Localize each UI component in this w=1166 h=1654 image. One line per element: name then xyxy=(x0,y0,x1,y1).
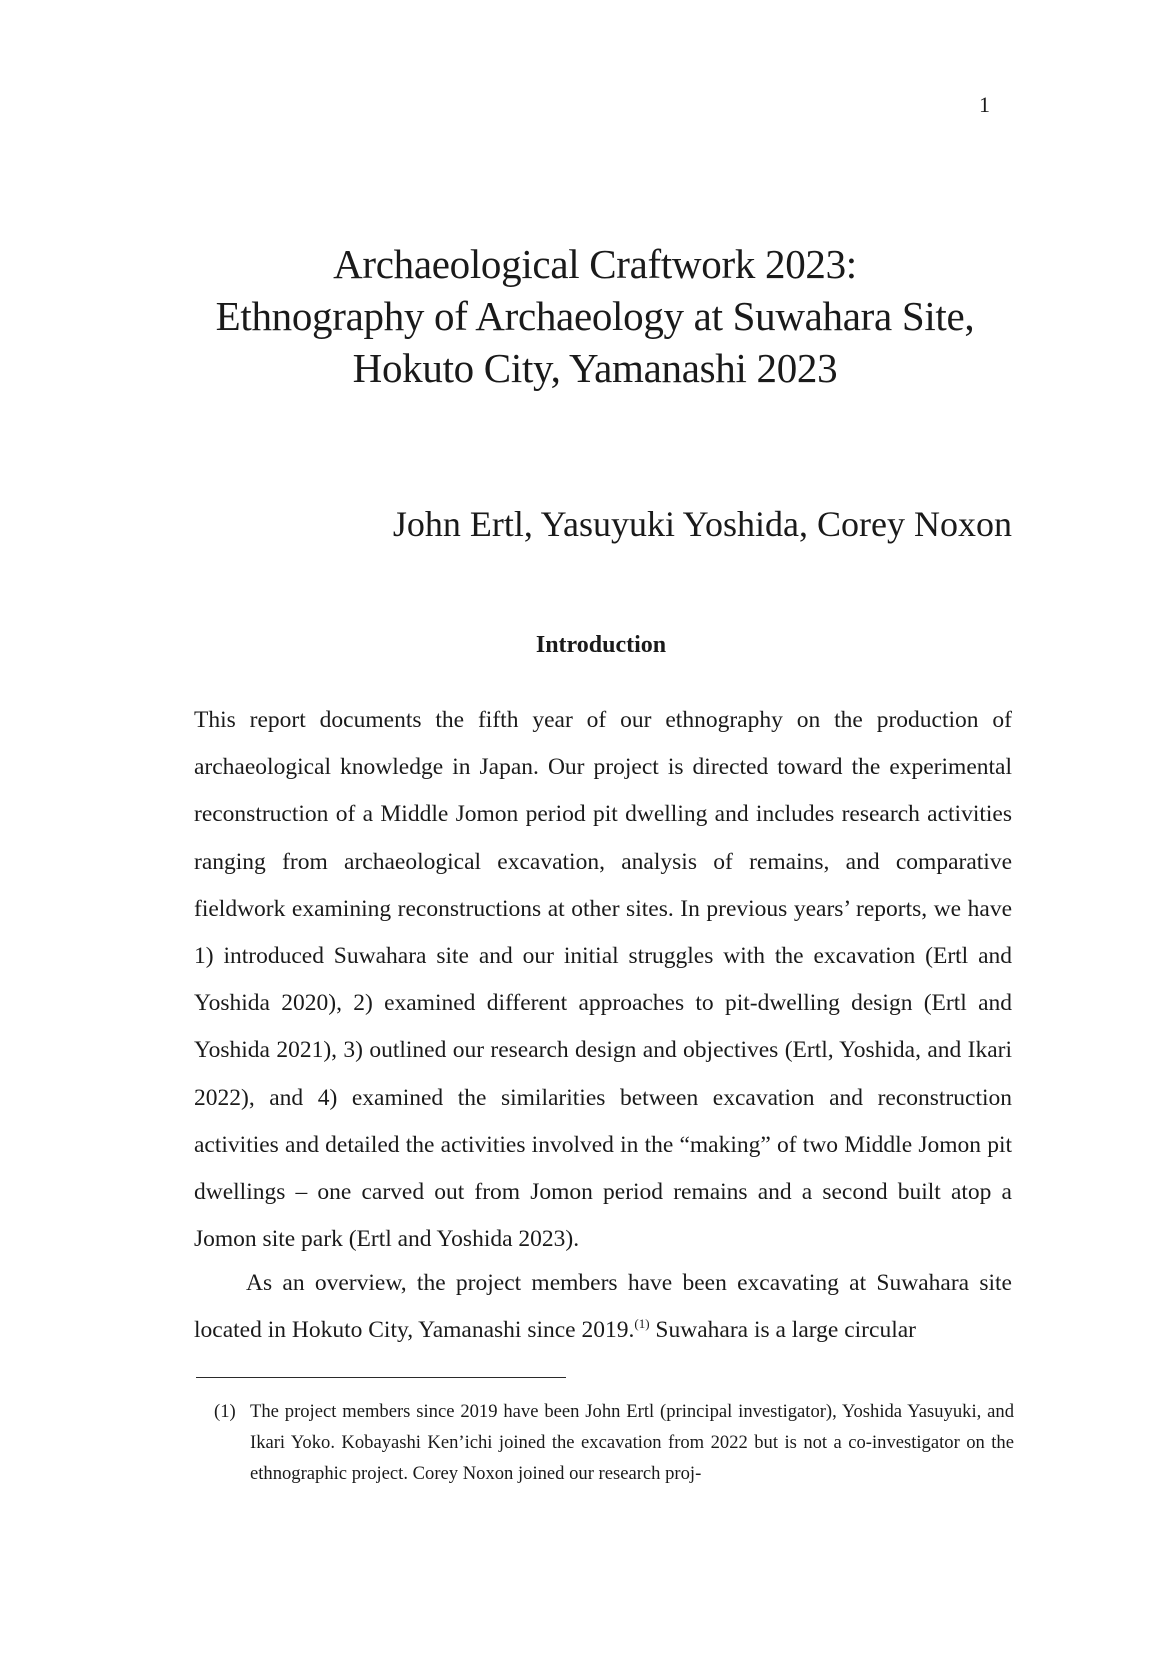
article-title xyxy=(160,238,1030,394)
title-line-3: Hokuto City, Yamanashi 2023 xyxy=(352,345,838,391)
paragraph-2 xyxy=(194,1260,1012,1354)
paragraph-2-text: As an overview, the project members have been excavating at Suwahara site located in Hokuto City, Yamanashi since 2019. xyxy=(194,1270,1012,1344)
footnote-1 xyxy=(214,1396,1014,1489)
footnote-marker: (1) xyxy=(214,1401,236,1422)
paragraph-2-text-continued: Suwahara is a large circular xyxy=(649,1317,916,1344)
page-number: 1 xyxy=(979,92,990,117)
footnote-reference-1[interactable]: (1) xyxy=(634,1316,650,1332)
title-line-2: Ethnography of Archaeology at Suwahara Site, xyxy=(215,293,975,339)
author-list: John Ertl, Yasuyuki Yoshida, Corey Noxon xyxy=(392,504,1012,544)
section-heading-introduction: Introduction xyxy=(535,632,667,658)
footnote-text: The project members since 2019 have been John Ertl (principal investigator), Yoshida Yasuyuki, and Ikari Yoko. Kobayashi Ken’ichi joined the excavation from 2022 but is not a co-investigator on the ethnographic project. Corey Noxon joined our research proj- xyxy=(250,1401,1014,1484)
title-line-1: Archaeological Craftwork 2023: xyxy=(333,241,857,287)
paragraph-1: This report documents the fifth year of our ethnography on the production of archaeological knowledge in Japan. Our project is directed toward the experimental reconstruction of a Middle Jomon period pit dwelling and includes research activities ranging from archaeological excavation, analysis of remains, and comparative fieldwork examining reconstructions at other sites. In previous years’ reports, we have 1) introduced Suwahara site and our initial struggles with the excavation (Ertl and Yoshida 2020), 2) examined different approaches to pit-dwelling design (Ertl and Yoshida 2021), 3) outlined our research design and objectives (Ertl, Yoshida, and Ikari 2022), and 4) examined the similarities between excavation and reconstruction activities and detailed the activities involved in the “making” of two Middle Jomon pit dwellings – one carved out from Jomon period remains and a second built atop a Jomon site park (Ertl and Yoshida 2023). xyxy=(194,707,1012,1253)
footnote-divider xyxy=(196,1377,566,1378)
